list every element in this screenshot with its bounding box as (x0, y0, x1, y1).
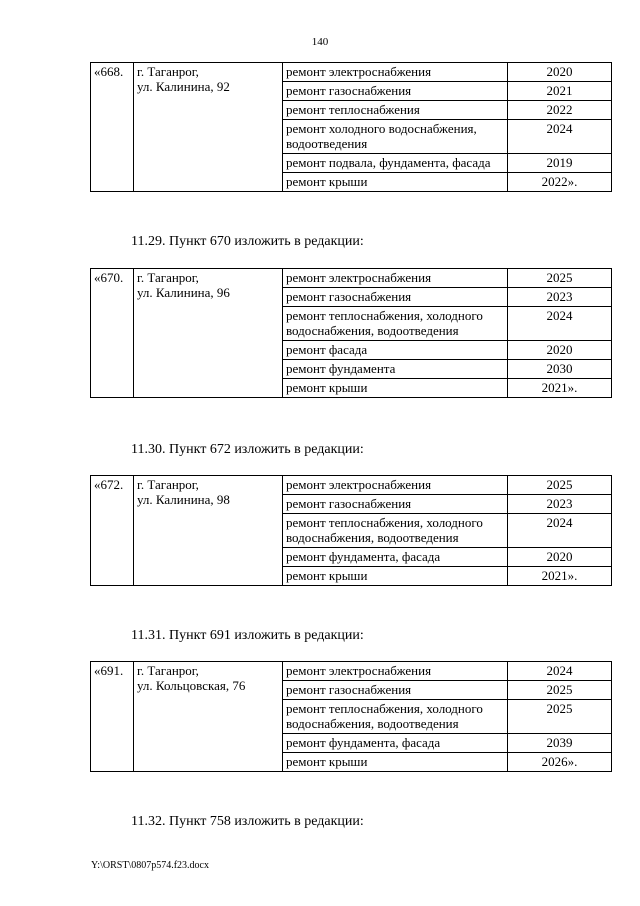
year-cell: 2020 (508, 341, 612, 360)
year-cell: 2021 (508, 82, 612, 101)
year-cell: 2025 (508, 269, 612, 288)
year-cell: 2020 (508, 548, 612, 567)
work-cell: ремонт фундамента, фасада (283, 734, 508, 753)
year-cell: 2024 (508, 662, 612, 681)
address-city: г. Таганрог, (137, 270, 199, 285)
work-cell: ремонт газоснабжения (283, 288, 508, 307)
year-cell: 2025 (508, 681, 612, 700)
work-cell: ремонт газоснабжения (283, 495, 508, 514)
work-cell: ремонт фундамента (283, 360, 508, 379)
table-row (91, 269, 612, 288)
address-cell (134, 269, 283, 398)
year-cell: 2025 (508, 476, 612, 495)
year-cell: 2020 (508, 63, 612, 82)
address-street: ул. Кольцовская, 76 (137, 678, 246, 693)
works-table-691 (90, 661, 612, 772)
work-cell: ремонт фасада (283, 341, 508, 360)
works-table-668 (90, 62, 612, 192)
work-cell: ремонт электроснабжения (283, 662, 508, 681)
section-heading-11-32: 11.32. Пункт 758 изложить в редакции: (131, 814, 364, 829)
work-cell: ремонт газоснабжения (283, 681, 508, 700)
year-cell: 2021». (508, 379, 612, 398)
address-city: г. Таганрог, (137, 663, 199, 678)
item-number: «691. (91, 662, 134, 772)
year-cell: 2039 (508, 734, 612, 753)
year-cell: 2024 (508, 514, 612, 548)
table-row (91, 476, 612, 495)
item-number: «672. (91, 476, 134, 586)
work-cell: ремонт теплоснабжения, холодного водоснабжения, водоотведения (283, 700, 508, 734)
work-cell: ремонт крыши (283, 173, 508, 192)
work-cell: ремонт теплоснабжения, холодного водоснабжения, водоотведения (283, 514, 508, 548)
year-cell: 2019 (508, 154, 612, 173)
works-table-670 (90, 268, 612, 398)
work-cell: ремонт электроснабжения (283, 269, 508, 288)
work-cell: ремонт электроснабжения (283, 63, 508, 82)
year-cell: 2025 (508, 700, 612, 734)
year-cell: 2026». (508, 753, 612, 772)
year-cell: 2022 (508, 101, 612, 120)
work-cell: ремонт фундамента, фасада (283, 548, 508, 567)
address-street: ул. Калинина, 98 (137, 492, 230, 507)
table-row (91, 63, 612, 82)
item-number: «668. (91, 63, 134, 192)
work-cell: ремонт крыши (283, 567, 508, 586)
footer-file-path: Y:\ORST\0807p574.f23.docx (91, 860, 209, 871)
year-cell: 2023 (508, 495, 612, 514)
page-number: 140 (311, 36, 329, 48)
address-street: ул. Калинина, 96 (137, 285, 230, 300)
work-cell: ремонт подвала, фундамента, фасада (283, 154, 508, 173)
section-heading-11-29: 11.29. Пункт 670 изложить в редакции: (131, 234, 364, 249)
address-street: ул. Калинина, 92 (137, 79, 230, 94)
table-row (91, 662, 612, 681)
year-cell: 2022». (508, 173, 612, 192)
year-cell: 2023 (508, 288, 612, 307)
year-cell: 2024 (508, 307, 612, 341)
year-cell: 2030 (508, 360, 612, 379)
year-cell: 2024 (508, 120, 612, 154)
address-city: г. Таганрог, (137, 477, 199, 492)
section-heading-11-30: 11.30. Пункт 672 изложить в редакции: (131, 442, 364, 457)
work-cell: ремонт теплоснабжения (283, 101, 508, 120)
address-cell (134, 476, 283, 586)
address-cell (134, 63, 283, 192)
section-heading-11-31: 11.31. Пункт 691 изложить в редакции: (131, 628, 364, 643)
address-city: г. Таганрог, (137, 64, 199, 79)
item-number: «670. (91, 269, 134, 398)
work-cell: ремонт электроснабжения (283, 476, 508, 495)
year-cell: 2021». (508, 567, 612, 586)
work-cell: ремонт теплоснабжения, холодного водоснабжения, водоотведения (283, 307, 508, 341)
work-cell: ремонт крыши (283, 379, 508, 398)
address-cell (134, 662, 283, 772)
work-cell: ремонт газоснабжения (283, 82, 508, 101)
work-cell: ремонт крыши (283, 753, 508, 772)
work-cell: ремонт холодного водоснабжения, водоотведения (283, 120, 508, 154)
works-table-672 (90, 475, 612, 586)
